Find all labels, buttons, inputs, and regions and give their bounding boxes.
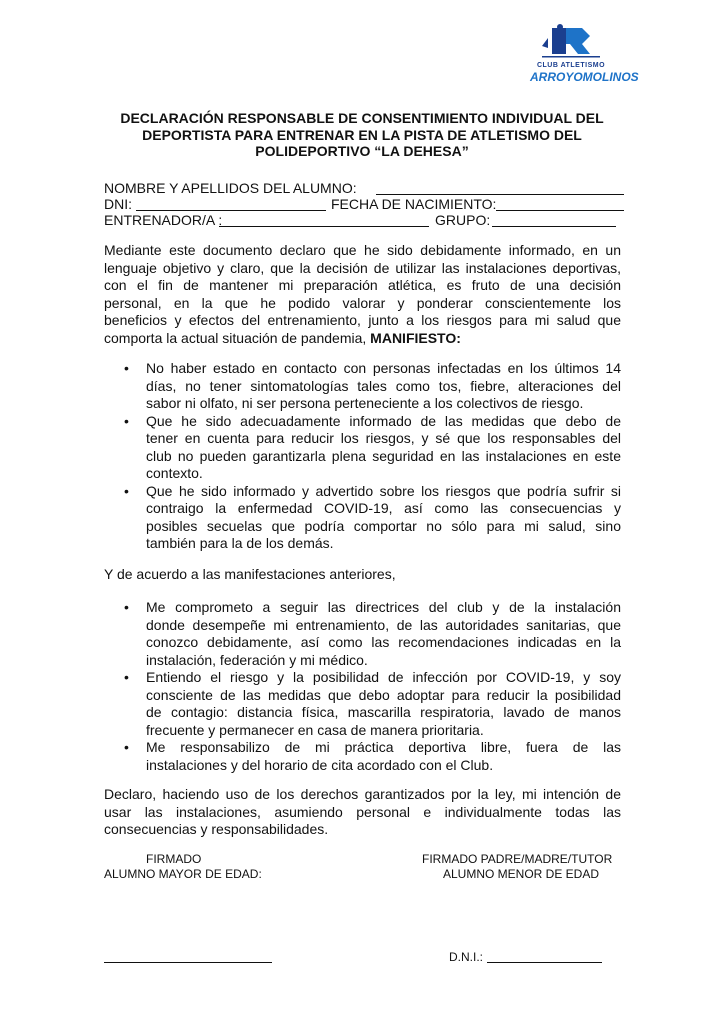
text-line: donde desempeñe mi entrenamiento, de las autoridades sanitarias, que bbox=[146, 616, 621, 633]
bullet-icon: • bbox=[124, 669, 129, 685]
title-line: DEPORTISTA PARA ENTRENAR EN LA PISTA DE ATLETISMO DEL bbox=[142, 126, 582, 143]
fecha-input-line[interactable] bbox=[496, 210, 624, 211]
signature-left-line2: ALUMNO MAYOR DE EDAD: bbox=[104, 867, 262, 881]
grupo-label: GRUPO: bbox=[435, 212, 491, 228]
text-line: días, no tener sintomatologías tales como tos, fiebre, alteraciones del bbox=[146, 377, 621, 394]
text-line: contraigo la enfermedad COVID-19, así como las consecuencias y bbox=[146, 500, 621, 516]
text-line: también para la de los demás. bbox=[146, 535, 334, 551]
logo-club-text: CLUB ATLETISMO bbox=[536, 62, 606, 69]
middle-paragraph bbox=[104, 566, 621, 584]
text-line: Que he sido informado y advertido sobre los riesgos que podría sufrir si bbox=[146, 482, 621, 499]
text-line: No haber estado en contacto con personas infectadas en los últimos 14 bbox=[146, 360, 621, 376]
runner-icon bbox=[538, 24, 604, 60]
text-line: Y de acuerdo a las manifestaciones anteriores, bbox=[104, 566, 396, 582]
student-fields bbox=[104, 180, 624, 228]
text-line: consciente de las medidas que debo adoptar para reducir la posibilidad bbox=[146, 686, 621, 703]
text-line: beneficios y efectos del entrenamiento, junto a los riesgos para mi salud que bbox=[104, 312, 621, 328]
list-item bbox=[104, 360, 621, 413]
field-row-dni bbox=[104, 196, 624, 212]
text-line: Mediante este documento declaro que he sido debidamente informado, en un bbox=[104, 242, 621, 258]
text-line bbox=[104, 330, 621, 348]
fecha-label: FECHA DE NACIMIENTO: bbox=[331, 196, 497, 212]
entrenador-input-line[interactable] bbox=[219, 226, 429, 227]
text-line: posibles secuelas que podría comportar no sólo para mi salud, sino bbox=[146, 517, 621, 534]
dni-signature-line[interactable] bbox=[487, 962, 602, 963]
field-row-nombre bbox=[104, 180, 624, 196]
bullet-icon: • bbox=[124, 360, 129, 376]
bullet-icon: • bbox=[124, 599, 129, 615]
entrenador-label: ENTRENADOR/A : bbox=[104, 212, 223, 228]
field-row-entrenador bbox=[104, 212, 624, 228]
signature-right-line2: ALUMNO MENOR DE EDAD bbox=[443, 867, 600, 881]
dni-label: DNI: bbox=[104, 196, 132, 212]
dni-input-line[interactable] bbox=[136, 210, 326, 211]
text-line: personal, en la que he podido valorar y ponderar conscientemente los bbox=[104, 294, 621, 311]
text-line: consecuencias y responsabilidades. bbox=[104, 821, 329, 837]
text-line: de contagio: distancia física, mascarilla respiratoria, lavado de manos bbox=[146, 704, 621, 720]
text-line: club no pueden garantizarla plena seguridad en las instalaciones en este bbox=[146, 447, 621, 464]
bullet-icon: • bbox=[124, 412, 129, 429]
text-line: instalaciones y del horario de cita acordado con el Club. bbox=[146, 756, 494, 773]
signature-right-line1: FIRMADO PADRE/MADRE/TUTOR bbox=[422, 852, 613, 866]
compromiso-list bbox=[104, 599, 621, 774]
list-item bbox=[104, 669, 621, 739]
club-logo bbox=[530, 24, 639, 86]
bullet-icon: • bbox=[124, 739, 129, 755]
document-title bbox=[100, 110, 624, 160]
title-line: POLIDEPORTIVO “LA DEHESA” bbox=[255, 143, 469, 159]
text-line: con el fin de mantener mi preparación atlética, es fruto de una decisión bbox=[104, 277, 621, 293]
text-line: lenguaje objetivo y claro, que la decisión de utilizar las instalaciones deportivas, bbox=[104, 259, 621, 276]
intro-paragraph bbox=[104, 242, 621, 347]
logo-club-name: ARROYOMOLINOS bbox=[530, 70, 639, 84]
text-line: usar las instalaciones, asumiendo personal e individualmente todas las bbox=[104, 803, 621, 820]
list-item bbox=[104, 599, 621, 669]
grupo-input-line[interactable] bbox=[492, 226, 616, 227]
text-line: Que he sido adecuadamente informado de las medidas que debo de bbox=[146, 412, 621, 429]
manifiesto-heading: MANIFIESTO: bbox=[370, 329, 461, 346]
text-line: frecuente y permanecer en casa de manera prioritaria. bbox=[146, 721, 484, 738]
bullet-icon: • bbox=[124, 482, 129, 499]
closing-paragraph bbox=[104, 786, 621, 839]
signature-left-line1: FIRMADO bbox=[146, 852, 202, 866]
list-item bbox=[104, 413, 621, 483]
text-line: tener en cuenta para reducir los riesgos, y sé que los responsables del bbox=[146, 430, 621, 446]
manifiesto-list bbox=[104, 360, 621, 553]
text-line: Declaro, haciendo uso de los derechos garantizados por la ley, mi intención de bbox=[104, 786, 621, 802]
list-item bbox=[104, 483, 621, 553]
dni-signature-label: D.N.I.: bbox=[449, 950, 484, 964]
signature-line-left[interactable] bbox=[104, 962, 272, 963]
text-line: Me comprometo a seguir las directrices del club y de la instalación bbox=[146, 599, 621, 615]
intro-last-line: comporta la actual situación de pandemia, bbox=[104, 329, 367, 346]
text-line: conozco debidamente, así como las recomendaciones indicadas en la bbox=[146, 634, 621, 650]
nombre-label: NOMBRE Y APELLIDOS DEL ALUMNO: bbox=[104, 180, 357, 196]
text-line: instalación, federación y mi médico. bbox=[146, 651, 368, 668]
text-line: contexto. bbox=[146, 465, 203, 481]
text-line: sabor ni olfato, ni ser persona perteneciente a los colectivos de riesgo. bbox=[146, 395, 584, 411]
text-line: Entiendo el riesgo y la posibilidad de infección por COVID-19, y soy bbox=[146, 669, 621, 685]
text-line: Me responsabilizo de mi práctica deportiva libre, fuera de las bbox=[146, 739, 621, 755]
nombre-input-line[interactable] bbox=[376, 194, 624, 195]
title-line: DECLARACIÓN RESPONSABLE DE CONSENTIMIENTO INDIVIDUAL DEL bbox=[120, 110, 604, 126]
list-item bbox=[104, 739, 621, 774]
